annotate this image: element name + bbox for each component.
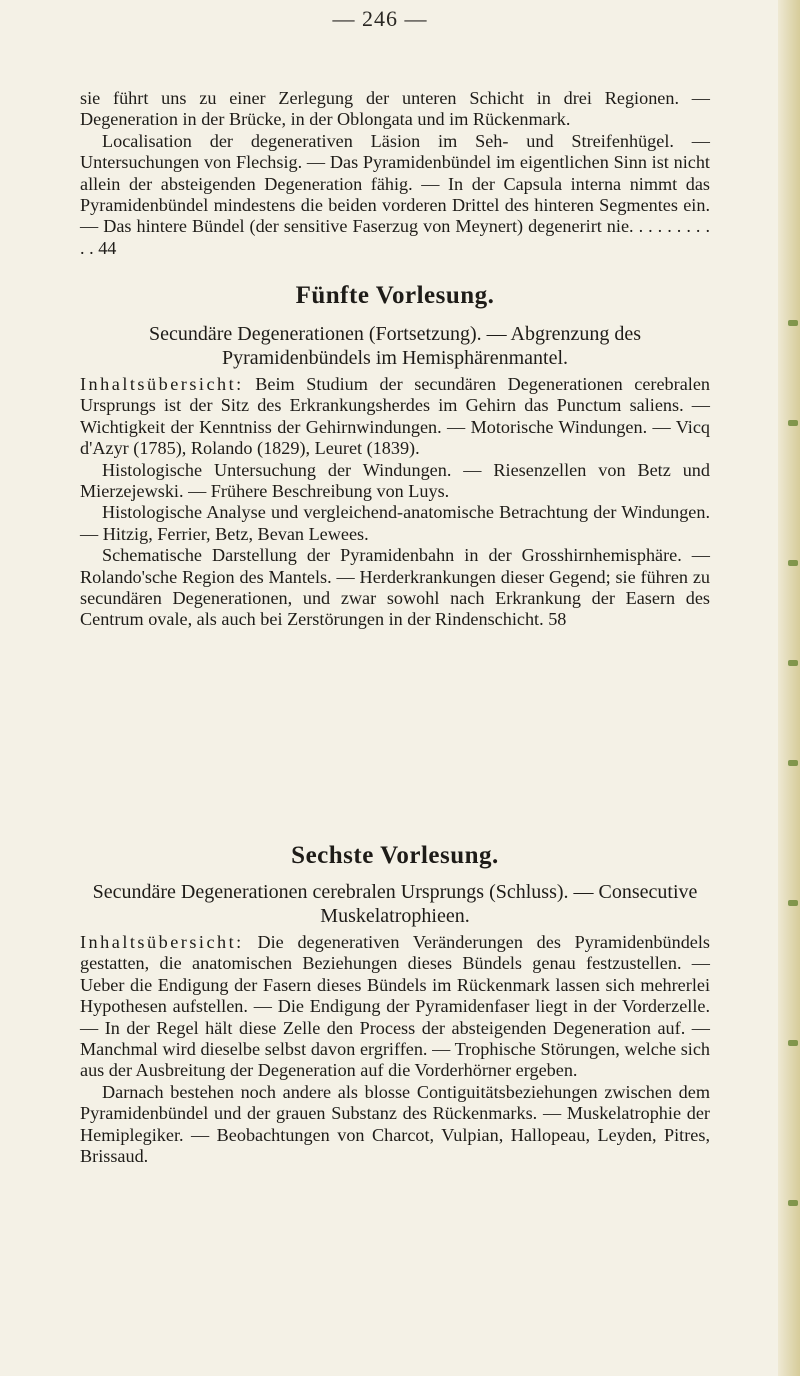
lecture-6-paragraph-1: Inhaltsübersicht: Die degenerativen Veränderungen des Pyramidenbündels gestatten, die anatomischen Beziehungen dieses Bündels genau festzustellen. — Ueber die Endigung der Fasern dieses Bündels im Rückenmark lassen sich mehrerlei Hypothesen aufstellen. — Die Endigung der Pyramidenfaser liegt in der Vorderzelle. — In der Regel hält diese Zelle den Process der absteigenden Degeneration auf. — Manchmal wird dieselbe selbst davon ergriffen. — Trophische Störungen, welche sich aus der Ausbreitung der Degeneration auf die Vorderhörner ergeben. xyxy=(80,932,710,1081)
lecture-5-paragraph-1: Inhaltsübersicht: Beim Studium der secundären Degenerationen cerebralen Ursprungs ist der Sitz des Erkrankungsherdes im Gehirn das Punctum saliens. — Wichtigkeit der Kenntniss der Gehirnwindungen. — Motorische Windungen. — Vicq d'Azyr (1785), Rolando (1829), Leuret (1839). xyxy=(80,374,711,459)
lecture-5-summary xyxy=(80,374,710,631)
toc-paragraph-1: sie führt uns zu einer Zerlegung der unteren Schicht in drei Regionen. — Degeneration in der Brücke, in der Oblongata und im Rückenmark. xyxy=(80,88,710,130)
lecture-5-subtitle: Secundäre Degenerationen (Fortsetzung). — Abgrenzung des Pyramidenbündels im Hemisphärenmantel. xyxy=(148,323,642,369)
lecture-5-paragraph-2: Histologische Untersuchung der Windungen. — Riesenzellen von Betz und Mierzejewski. — Frühere Beschreibung von Luys. xyxy=(80,459,710,502)
page-number: — 246 — xyxy=(332,6,428,31)
summary-label: Inhaltsübersicht: xyxy=(80,932,244,952)
edge-stains xyxy=(784,0,798,1376)
lecture-6-subtitle: Secundäre Degenerationen cerebralen Ursprungs (Schluss). — Consecutive Muskelatrophieen. xyxy=(92,881,698,927)
page-edge-shadow xyxy=(778,0,800,1376)
lecture-5-paragraph-3: Histologische Analyse und vergleichend-anatomische Betrachtung der Windungen. — Hitzig, Ferrier, Betz, Bevan Lewees. xyxy=(80,502,710,544)
toc-paragraph-2: Localisation der degenerativen Läsion im Seh- und Streifenhügel. — Untersuchungen von Flechsig. — Das Pyramidenbündel im eigentlichen Sinn ist nicht allein der absteigenden Degeneration fähig. — In der Capsula interna nimmt das Pyramidenbündel mindestens die beiden vorderen Drittel des hinteren Segmentes ein. — Das hintere Bündel (der sensitive Faserzug von Meynert) degenerirt nie. . . . . . . . . . . 44 xyxy=(80,130,710,258)
summary-label: Inhaltsübersicht: xyxy=(80,374,244,394)
lecture-6-heading: Sechste Vorlesung. xyxy=(291,842,499,869)
lecture-6-summary xyxy=(80,932,710,1167)
lecture-6-paragraph-2: Darnach bestehen noch andere als blosse Contiguitätsbeziehungen zwischen dem Pyramidenbündel und der grauen Substanz des Rückenmarks. — Muskelatrophie der Hemiplegiker. — Beobachtungen von Charcot, Vulpian, Hallopeau, Leyden, Pitres, Brissaud. xyxy=(80,1081,710,1167)
lecture-5-paragraph-4: Schematische Darstellung der Pyramidenbahn in der Grosshirnhemisphäre. — Rolando'sche Region des Mantels. — Herderkrankungen dieser Gegend; sie führen zu secundären Degenerationen, und zwar sowohl nach Erkrankung der Easern des Centrum ovale, als auch bei Zerstörungen in der Rindenschicht. 58 xyxy=(80,545,710,630)
lecture-5-heading: Fünfte Vorlesung. xyxy=(295,282,495,309)
toc-continuation xyxy=(80,88,710,259)
